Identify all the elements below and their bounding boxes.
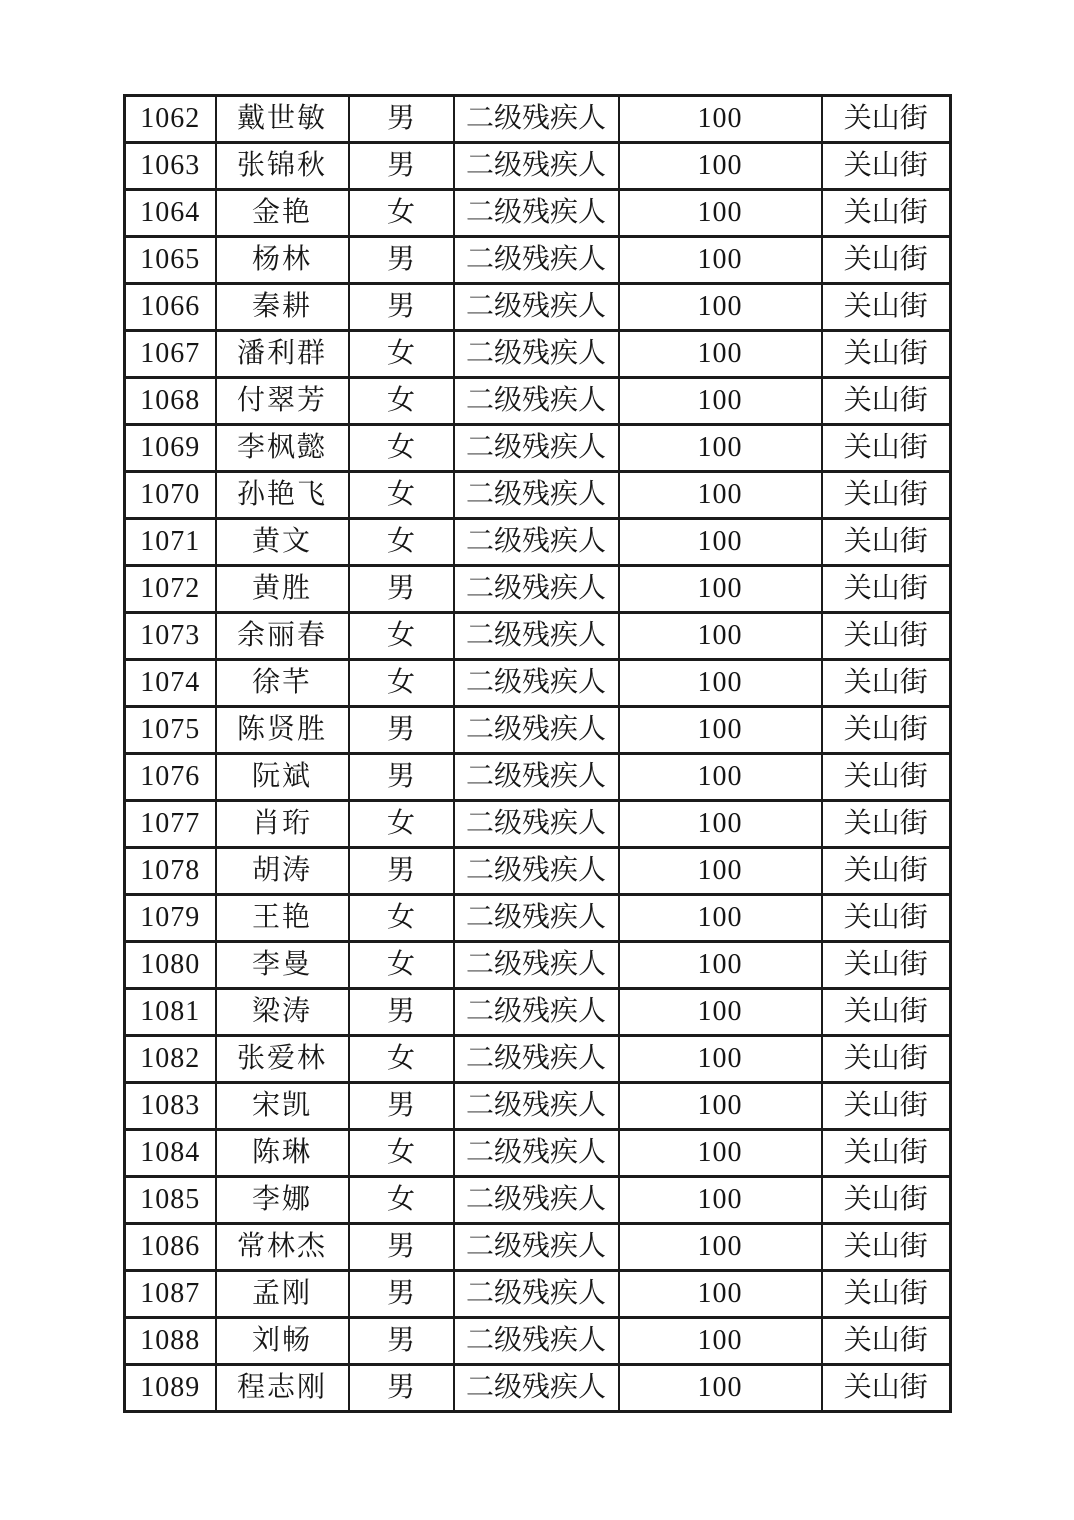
cell-disability-category: 二级残疾人 bbox=[454, 284, 619, 331]
cell-gender: 男 bbox=[349, 989, 454, 1036]
cell-amount: 100 bbox=[619, 1177, 822, 1224]
cell-street: 关山街 bbox=[822, 1083, 951, 1130]
cell-serial-number: 1088 bbox=[125, 1318, 216, 1365]
cell-street: 关山街 bbox=[822, 660, 951, 707]
cell-gender: 女 bbox=[349, 613, 454, 660]
cell-amount: 100 bbox=[619, 237, 822, 284]
cell-disability-category: 二级残疾人 bbox=[454, 1130, 619, 1177]
cell-amount: 100 bbox=[619, 519, 822, 566]
cell-name: 徐芊 bbox=[216, 660, 349, 707]
cell-amount: 100 bbox=[619, 378, 822, 425]
cell-name: 张爱林 bbox=[216, 1036, 349, 1083]
cell-amount: 100 bbox=[619, 801, 822, 848]
table-row bbox=[125, 660, 951, 707]
cell-serial-number: 1078 bbox=[125, 848, 216, 895]
cell-gender: 男 bbox=[349, 284, 454, 331]
cell-gender: 女 bbox=[349, 331, 454, 378]
cell-amount: 100 bbox=[619, 848, 822, 895]
cell-street: 关山街 bbox=[822, 472, 951, 519]
cell-gender: 女 bbox=[349, 1036, 454, 1083]
cell-disability-category: 二级残疾人 bbox=[454, 660, 619, 707]
cell-disability-category: 二级残疾人 bbox=[454, 143, 619, 190]
cell-disability-category: 二级残疾人 bbox=[454, 1036, 619, 1083]
cell-name: 陈贤胜 bbox=[216, 707, 349, 754]
cell-disability-category: 二级残疾人 bbox=[454, 895, 619, 942]
table-row bbox=[125, 378, 951, 425]
cell-name: 张锦秋 bbox=[216, 143, 349, 190]
cell-gender: 女 bbox=[349, 472, 454, 519]
cell-serial-number: 1086 bbox=[125, 1224, 216, 1271]
cell-serial-number: 1089 bbox=[125, 1365, 216, 1412]
cell-gender: 女 bbox=[349, 801, 454, 848]
cell-disability-category: 二级残疾人 bbox=[454, 566, 619, 613]
cell-amount: 100 bbox=[619, 1271, 822, 1318]
table-row bbox=[125, 707, 951, 754]
table-row bbox=[125, 1177, 951, 1224]
cell-name: 付翠芳 bbox=[216, 378, 349, 425]
cell-serial-number: 1082 bbox=[125, 1036, 216, 1083]
cell-gender: 男 bbox=[349, 1083, 454, 1130]
cell-amount: 100 bbox=[619, 707, 822, 754]
table-row bbox=[125, 942, 951, 989]
table-row bbox=[125, 237, 951, 284]
cell-street: 关山街 bbox=[822, 331, 951, 378]
table-row bbox=[125, 143, 951, 190]
cell-name: 李娜 bbox=[216, 1177, 349, 1224]
cell-serial-number: 1076 bbox=[125, 754, 216, 801]
table-row bbox=[125, 331, 951, 378]
cell-gender: 女 bbox=[349, 942, 454, 989]
cell-disability-category: 二级残疾人 bbox=[454, 613, 619, 660]
cell-serial-number: 1064 bbox=[125, 190, 216, 237]
cell-amount: 100 bbox=[619, 1130, 822, 1177]
cell-street: 关山街 bbox=[822, 1318, 951, 1365]
cell-street: 关山街 bbox=[822, 566, 951, 613]
table-row bbox=[125, 1224, 951, 1271]
cell-gender: 女 bbox=[349, 895, 454, 942]
cell-amount: 100 bbox=[619, 1036, 822, 1083]
cell-street: 关山街 bbox=[822, 942, 951, 989]
cell-name: 戴世敏 bbox=[216, 96, 349, 143]
table-row bbox=[125, 284, 951, 331]
cell-serial-number: 1081 bbox=[125, 989, 216, 1036]
cell-name: 潘利群 bbox=[216, 331, 349, 378]
cell-amount: 100 bbox=[619, 331, 822, 378]
cell-street: 关山街 bbox=[822, 848, 951, 895]
table-row bbox=[125, 848, 951, 895]
table-row bbox=[125, 1365, 951, 1412]
cell-street: 关山街 bbox=[822, 754, 951, 801]
cell-serial-number: 1087 bbox=[125, 1271, 216, 1318]
cell-serial-number: 1075 bbox=[125, 707, 216, 754]
cell-amount: 100 bbox=[619, 96, 822, 143]
cell-disability-category: 二级残疾人 bbox=[454, 1177, 619, 1224]
cell-name: 刘畅 bbox=[216, 1318, 349, 1365]
table-row bbox=[125, 190, 951, 237]
cell-street: 关山街 bbox=[822, 378, 951, 425]
cell-disability-category: 二级残疾人 bbox=[454, 1271, 619, 1318]
cell-gender: 男 bbox=[349, 96, 454, 143]
cell-street: 关山街 bbox=[822, 1177, 951, 1224]
cell-street: 关山街 bbox=[822, 1271, 951, 1318]
cell-serial-number: 1070 bbox=[125, 472, 216, 519]
table-row bbox=[125, 1271, 951, 1318]
cell-disability-category: 二级残疾人 bbox=[454, 378, 619, 425]
cell-gender: 男 bbox=[349, 143, 454, 190]
cell-gender: 女 bbox=[349, 190, 454, 237]
cell-serial-number: 1083 bbox=[125, 1083, 216, 1130]
cell-street: 关山街 bbox=[822, 707, 951, 754]
cell-name: 程志刚 bbox=[216, 1365, 349, 1412]
cell-amount: 100 bbox=[619, 1365, 822, 1412]
cell-amount: 100 bbox=[619, 1318, 822, 1365]
cell-serial-number: 1065 bbox=[125, 237, 216, 284]
table-row bbox=[125, 895, 951, 942]
cell-amount: 100 bbox=[619, 613, 822, 660]
table-row bbox=[125, 613, 951, 660]
cell-name: 金艳 bbox=[216, 190, 349, 237]
cell-amount: 100 bbox=[619, 190, 822, 237]
cell-disability-category: 二级残疾人 bbox=[454, 754, 619, 801]
cell-street: 关山街 bbox=[822, 1224, 951, 1271]
table-row bbox=[125, 1318, 951, 1365]
cell-disability-category: 二级残疾人 bbox=[454, 237, 619, 284]
cell-disability-category: 二级残疾人 bbox=[454, 1083, 619, 1130]
cell-disability-category: 二级残疾人 bbox=[454, 331, 619, 378]
cell-disability-category: 二级残疾人 bbox=[454, 96, 619, 143]
cell-amount: 100 bbox=[619, 989, 822, 1036]
cell-name: 秦耕 bbox=[216, 284, 349, 331]
table-row bbox=[125, 801, 951, 848]
cell-serial-number: 1072 bbox=[125, 566, 216, 613]
cell-name: 梁涛 bbox=[216, 989, 349, 1036]
cell-amount: 100 bbox=[619, 895, 822, 942]
cell-amount: 100 bbox=[619, 566, 822, 613]
cell-name: 黄文 bbox=[216, 519, 349, 566]
cell-serial-number: 1062 bbox=[125, 96, 216, 143]
cell-street: 关山街 bbox=[822, 895, 951, 942]
cell-name: 孟刚 bbox=[216, 1271, 349, 1318]
cell-disability-category: 二级残疾人 bbox=[454, 425, 619, 472]
cell-name: 孙艳飞 bbox=[216, 472, 349, 519]
table-row bbox=[125, 1036, 951, 1083]
cell-serial-number: 1085 bbox=[125, 1177, 216, 1224]
cell-amount: 100 bbox=[619, 942, 822, 989]
cell-disability-category: 二级残疾人 bbox=[454, 1224, 619, 1271]
table-row bbox=[125, 754, 951, 801]
cell-disability-category: 二级残疾人 bbox=[454, 190, 619, 237]
cell-serial-number: 1067 bbox=[125, 331, 216, 378]
cell-amount: 100 bbox=[619, 754, 822, 801]
cell-disability-category: 二级残疾人 bbox=[454, 707, 619, 754]
cell-serial-number: 1084 bbox=[125, 1130, 216, 1177]
cell-disability-category: 二级残疾人 bbox=[454, 1365, 619, 1412]
cell-amount: 100 bbox=[619, 143, 822, 190]
cell-disability-category: 二级残疾人 bbox=[454, 1318, 619, 1365]
cell-serial-number: 1074 bbox=[125, 660, 216, 707]
cell-name: 阮斌 bbox=[216, 754, 349, 801]
cell-name: 胡涛 bbox=[216, 848, 349, 895]
cell-amount: 100 bbox=[619, 1224, 822, 1271]
cell-name: 余丽春 bbox=[216, 613, 349, 660]
table-row bbox=[125, 1083, 951, 1130]
cell-serial-number: 1073 bbox=[125, 613, 216, 660]
cell-gender: 女 bbox=[349, 1130, 454, 1177]
cell-street: 关山街 bbox=[822, 190, 951, 237]
cell-gender: 男 bbox=[349, 1271, 454, 1318]
cell-disability-category: 二级残疾人 bbox=[454, 519, 619, 566]
cell-gender: 男 bbox=[349, 707, 454, 754]
table-row bbox=[125, 1130, 951, 1177]
table-row bbox=[125, 566, 951, 613]
cell-street: 关山街 bbox=[822, 1036, 951, 1083]
cell-gender: 女 bbox=[349, 378, 454, 425]
table-row bbox=[125, 96, 951, 143]
cell-gender: 男 bbox=[349, 1365, 454, 1412]
cell-serial-number: 1079 bbox=[125, 895, 216, 942]
cell-gender: 男 bbox=[349, 1318, 454, 1365]
cell-name: 李曼 bbox=[216, 942, 349, 989]
cell-disability-category: 二级残疾人 bbox=[454, 989, 619, 1036]
cell-street: 关山街 bbox=[822, 1365, 951, 1412]
cell-serial-number: 1077 bbox=[125, 801, 216, 848]
cell-serial-number: 1063 bbox=[125, 143, 216, 190]
cell-street: 关山街 bbox=[822, 96, 951, 143]
cell-name: 李枫懿 bbox=[216, 425, 349, 472]
cell-name: 肖珩 bbox=[216, 801, 349, 848]
cell-name: 常林杰 bbox=[216, 1224, 349, 1271]
cell-name: 宋凯 bbox=[216, 1083, 349, 1130]
cell-street: 关山街 bbox=[822, 613, 951, 660]
cell-gender: 男 bbox=[349, 754, 454, 801]
cell-gender: 女 bbox=[349, 1177, 454, 1224]
cell-serial-number: 1069 bbox=[125, 425, 216, 472]
table-row bbox=[125, 989, 951, 1036]
cell-serial-number: 1071 bbox=[125, 519, 216, 566]
cell-street: 关山街 bbox=[822, 425, 951, 472]
cell-disability-category: 二级残疾人 bbox=[454, 942, 619, 989]
cell-name: 杨林 bbox=[216, 237, 349, 284]
cell-name: 王艳 bbox=[216, 895, 349, 942]
cell-gender: 男 bbox=[349, 566, 454, 613]
cell-serial-number: 1068 bbox=[125, 378, 216, 425]
cell-amount: 100 bbox=[619, 660, 822, 707]
cell-gender: 男 bbox=[349, 848, 454, 895]
cell-amount: 100 bbox=[619, 425, 822, 472]
cell-gender: 男 bbox=[349, 237, 454, 284]
cell-name: 陈琳 bbox=[216, 1130, 349, 1177]
records-table-body bbox=[125, 96, 951, 1412]
cell-street: 关山街 bbox=[822, 801, 951, 848]
cell-name: 黄胜 bbox=[216, 566, 349, 613]
cell-gender: 女 bbox=[349, 425, 454, 472]
cell-street: 关山街 bbox=[822, 237, 951, 284]
disability-subsidy-roster-table bbox=[123, 94, 952, 1413]
cell-gender: 女 bbox=[349, 519, 454, 566]
cell-street: 关山街 bbox=[822, 519, 951, 566]
cell-amount: 100 bbox=[619, 284, 822, 331]
cell-street: 关山街 bbox=[822, 989, 951, 1036]
table-row bbox=[125, 425, 951, 472]
cell-street: 关山街 bbox=[822, 143, 951, 190]
cell-amount: 100 bbox=[619, 1083, 822, 1130]
cell-serial-number: 1080 bbox=[125, 942, 216, 989]
cell-street: 关山街 bbox=[822, 284, 951, 331]
table-row bbox=[125, 472, 951, 519]
table-row bbox=[125, 519, 951, 566]
cell-disability-category: 二级残疾人 bbox=[454, 472, 619, 519]
cell-gender: 女 bbox=[349, 660, 454, 707]
cell-disability-category: 二级残疾人 bbox=[454, 848, 619, 895]
cell-amount: 100 bbox=[619, 472, 822, 519]
cell-serial-number: 1066 bbox=[125, 284, 216, 331]
cell-gender: 男 bbox=[349, 1224, 454, 1271]
cell-street: 关山街 bbox=[822, 1130, 951, 1177]
cell-disability-category: 二级残疾人 bbox=[454, 801, 619, 848]
